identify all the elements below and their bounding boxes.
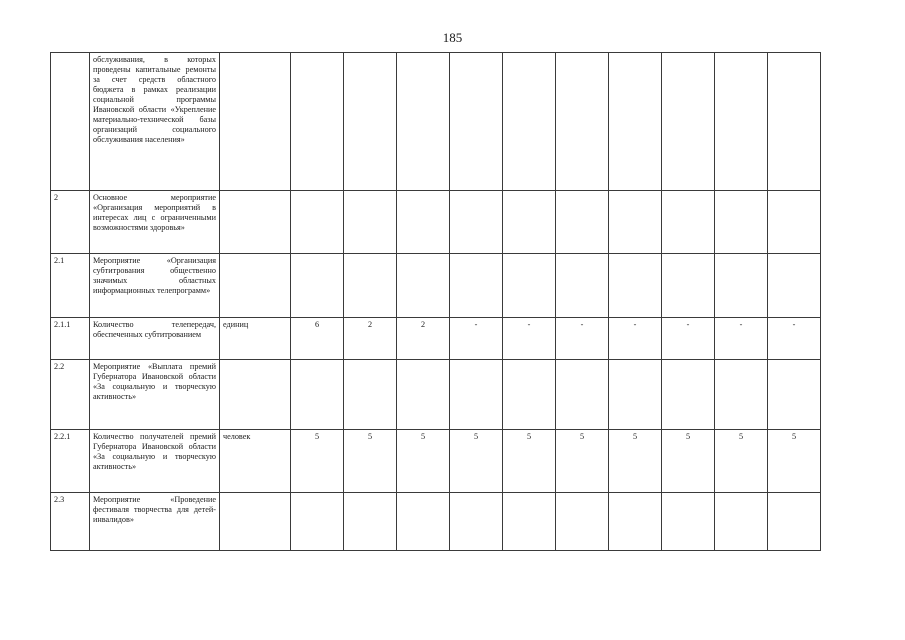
table-row [51,318,821,360]
indicator-name-cell: Мероприятие «Проведение фестиваля творчества для детей-инвалидов» [90,493,220,551]
value-cell [715,360,768,430]
value-cell [556,254,609,318]
value-cell: - [503,318,556,360]
row-number-cell: 2.2.1 [51,430,90,493]
indicator-name-cell: Мероприятие «Выплата премий Губернатора Ивановской области «За социальную и творческую активность» [90,360,220,430]
unit-cell [220,191,291,254]
unit-cell [220,254,291,318]
value-cell: 5 [609,430,662,493]
value-cell [503,493,556,551]
value-cell [344,493,397,551]
value-cell [291,191,344,254]
indicator-name-cell: обслуживания, в которых проведены капитальные ремонты за счет средств областного бюджета в рамках реализации социальной программы Ивановской области «Укрепление материально-технической базы организаций социального обслуживания населения» [90,53,220,191]
value-cell [662,191,715,254]
value-cell [503,360,556,430]
value-cell: 6 [291,318,344,360]
value-cell [715,493,768,551]
table-row [51,493,821,551]
table-body [51,53,821,551]
value-cell [503,53,556,191]
value-cell [397,493,450,551]
value-cell [291,493,344,551]
value-cell [715,53,768,191]
value-cell [662,254,715,318]
value-cell [503,254,556,318]
value-cell: - [768,318,821,360]
value-cell [662,493,715,551]
unit-cell [220,360,291,430]
value-cell [291,360,344,430]
value-cell [715,191,768,254]
value-cell [291,254,344,318]
value-cell [609,53,662,191]
value-cell [715,254,768,318]
value-cell: 5 [450,430,503,493]
value-cell: 5 [768,430,821,493]
value-cell [609,254,662,318]
value-cell [556,53,609,191]
value-cell [662,360,715,430]
value-cell: 5 [291,430,344,493]
value-cell [768,254,821,318]
indicator-name-cell: Количество получателей премий Губернатора Ивановской области «За социальную и творческую активность» [90,430,220,493]
unit-cell [220,493,291,551]
value-cell: - [715,318,768,360]
value-cell [768,53,821,191]
value-cell: 5 [662,430,715,493]
value-cell: 5 [397,430,450,493]
value-cell [397,191,450,254]
row-number-cell: 2.2 [51,360,90,430]
value-cell [609,493,662,551]
row-number-cell: 2.1.1 [51,318,90,360]
value-cell [556,360,609,430]
row-number-cell [51,53,90,191]
indicators-table [50,52,821,551]
value-cell [344,53,397,191]
value-cell [450,493,503,551]
unit-cell [220,53,291,191]
value-cell: 2 [344,318,397,360]
value-cell [397,254,450,318]
value-cell [768,191,821,254]
value-cell [768,360,821,430]
value-cell [609,191,662,254]
table-row [51,53,821,191]
unit-cell: человек [220,430,291,493]
value-cell: - [662,318,715,360]
value-cell [291,53,344,191]
value-cell [503,191,556,254]
table-row [51,430,821,493]
value-cell [397,53,450,191]
row-number-cell: 2.3 [51,493,90,551]
value-cell: 5 [344,430,397,493]
unit-cell: единиц [220,318,291,360]
value-cell: - [609,318,662,360]
value-cell [344,360,397,430]
value-cell [450,53,503,191]
value-cell [768,493,821,551]
value-cell [662,53,715,191]
value-cell [609,360,662,430]
indicator-name-cell: Мероприятие «Организация субтитрования общественно значимых областных информационных телепрограмм» [90,254,220,318]
table-row [51,191,821,254]
page-number: 185 [442,30,463,45]
value-cell [450,254,503,318]
value-cell: 2 [397,318,450,360]
value-cell [344,254,397,318]
value-cell: 5 [556,430,609,493]
value-cell: - [556,318,609,360]
value-cell [450,360,503,430]
value-cell [344,191,397,254]
value-cell [556,493,609,551]
value-cell: - [450,318,503,360]
value-cell: 5 [715,430,768,493]
value-cell: 5 [503,430,556,493]
table-row [51,360,821,430]
table-row [51,254,821,318]
value-cell [397,360,450,430]
value-cell [450,191,503,254]
row-number-cell: 2 [51,191,90,254]
indicator-name-cell: Количество телепередач, обеспеченных субтитрованием [90,318,220,360]
indicator-name-cell: Основное мероприятие «Организация мероприятий в интересах лиц с ограниченными возможностями здоровья» [90,191,220,254]
value-cell [556,191,609,254]
row-number-cell: 2.1 [51,254,90,318]
